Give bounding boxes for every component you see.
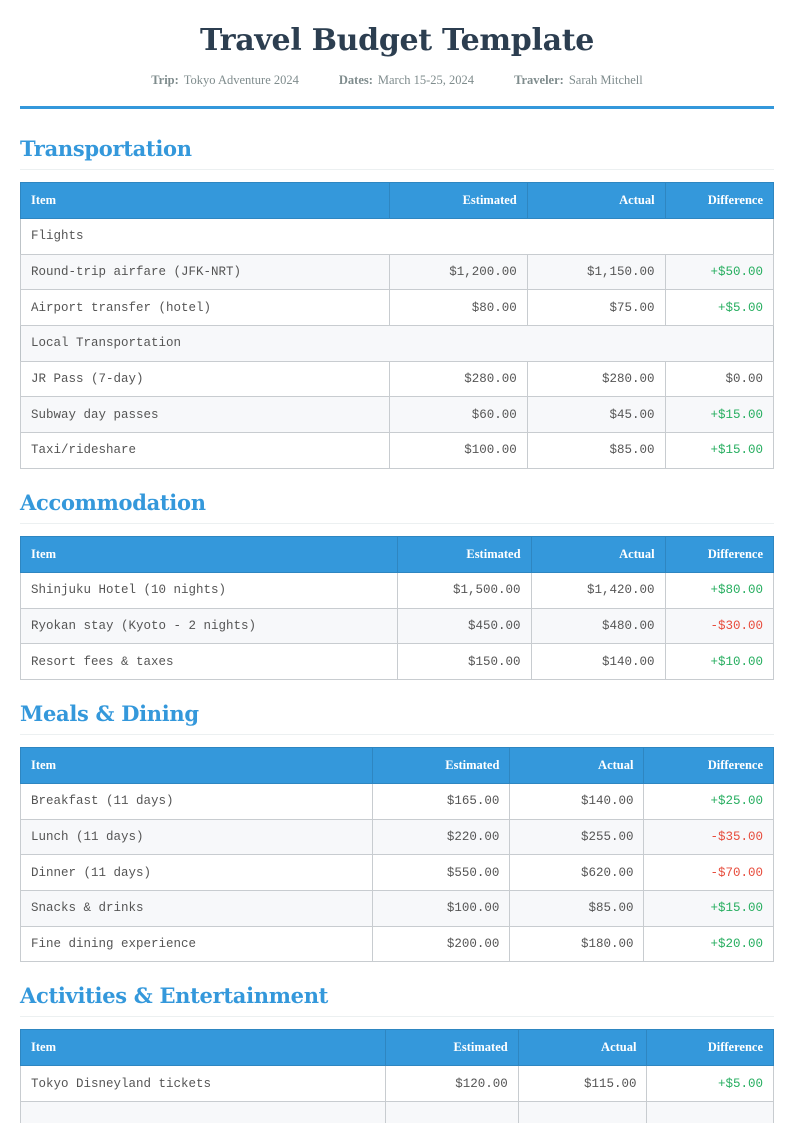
- actual-cell: $620.00: [510, 855, 644, 891]
- item-cell: Taxi/rideshare: [21, 433, 390, 469]
- difference-cell: +$20.00: [644, 926, 774, 962]
- budget-table: [20, 536, 774, 680]
- item-cell: Lunch (11 days): [21, 819, 373, 855]
- item-cell: [21, 1102, 386, 1123]
- section-title: Meals & Dining: [20, 700, 774, 735]
- meta-value: Sarah Mitchell: [568, 73, 643, 87]
- column-header-estimated: Estimated: [372, 747, 510, 783]
- item-cell: JR Pass (7-day): [21, 361, 390, 397]
- column-header-difference: Difference: [665, 536, 773, 572]
- category-row: [21, 219, 774, 255]
- item-cell: Fine dining experience: [21, 926, 373, 962]
- table-header-row: [21, 747, 774, 783]
- table-row: [21, 855, 774, 891]
- estimated-cell: $280.00: [389, 361, 527, 397]
- actual-cell: $115.00: [518, 1066, 647, 1102]
- estimated-cell: $80.00: [389, 290, 527, 326]
- difference-cell: -$70.00: [644, 855, 774, 891]
- actual-cell: $480.00: [531, 608, 665, 644]
- meta-traveler: [514, 73, 643, 88]
- section-meals-dining: [20, 700, 774, 962]
- estimated-cell: $450.00: [397, 608, 531, 644]
- table-row: [21, 1066, 774, 1102]
- table-row: [21, 397, 774, 433]
- estimated-cell: [386, 1102, 519, 1123]
- column-header-estimated: Estimated: [397, 536, 531, 572]
- table-row: [21, 572, 774, 608]
- budget-sections: [20, 135, 774, 1123]
- page-title: Travel Budget Template: [199, 23, 595, 58]
- table-row: [21, 783, 774, 819]
- item-cell: Ryokan stay (Kyoto - 2 nights): [21, 608, 398, 644]
- estimated-cell: $200.00: [372, 926, 510, 962]
- item-cell: Airport transfer (hotel): [21, 290, 390, 326]
- column-header-difference: Difference: [665, 183, 773, 219]
- estimated-cell: $120.00: [386, 1066, 519, 1102]
- category-label: Flights: [21, 219, 390, 255]
- actual-cell: $85.00: [510, 890, 644, 926]
- column-header-item: Item: [21, 747, 373, 783]
- table-header-row: [21, 183, 774, 219]
- column-header-item: Item: [21, 183, 390, 219]
- actual-cell: $1,420.00: [531, 572, 665, 608]
- document-header: [20, 0, 774, 109]
- estimated-cell: $100.00: [372, 890, 510, 926]
- estimated-cell: $220.00: [372, 819, 510, 855]
- column-header-actual: Actual: [531, 536, 665, 572]
- actual-cell: $140.00: [510, 783, 644, 819]
- table-row: [21, 1102, 774, 1123]
- actual-cell: $45.00: [527, 397, 665, 433]
- section-title: Transportation: [20, 135, 774, 170]
- table-row: [21, 361, 774, 397]
- table-row: [21, 926, 774, 962]
- meta-label: Traveler:: [514, 73, 564, 87]
- item-cell: Round-trip airfare (JFK-NRT): [21, 254, 390, 290]
- table-row: [21, 254, 774, 290]
- category-row: [21, 326, 774, 362]
- estimated-cell: $165.00: [372, 783, 510, 819]
- table-row: [21, 290, 774, 326]
- table-header-row: [21, 1030, 774, 1066]
- actual-cell: $1,150.00: [527, 254, 665, 290]
- column-header-difference: Difference: [647, 1030, 774, 1066]
- estimated-cell: $1,500.00: [397, 572, 531, 608]
- item-cell: Tokyo Disneyland tickets: [21, 1066, 386, 1102]
- item-cell: Resort fees & taxes: [21, 644, 398, 680]
- section-title: Accommodation: [20, 489, 774, 524]
- item-cell: Shinjuku Hotel (10 nights): [21, 572, 398, 608]
- meta-trip: [151, 73, 299, 88]
- table-header-row: [21, 536, 774, 572]
- estimated-cell: $150.00: [397, 644, 531, 680]
- column-header-actual: Actual: [510, 747, 644, 783]
- difference-cell: +$50.00: [665, 254, 773, 290]
- table-row: [21, 608, 774, 644]
- difference-cell: +$5.00: [665, 290, 773, 326]
- item-cell: Snacks & drinks: [21, 890, 373, 926]
- estimated-cell: $100.00: [389, 433, 527, 469]
- column-header-item: Item: [21, 1030, 386, 1066]
- estimated-cell: $60.00: [389, 397, 527, 433]
- section-title: Activities & Entertainment: [20, 982, 774, 1017]
- table-row: [21, 433, 774, 469]
- table-row: [21, 819, 774, 855]
- item-cell: Breakfast (11 days): [21, 783, 373, 819]
- meta-label: Dates:: [338, 73, 373, 87]
- trip-meta: [20, 73, 774, 88]
- meta-dates: [339, 73, 474, 88]
- estimated-cell: $1,200.00: [389, 254, 527, 290]
- budget-table: [20, 1029, 774, 1123]
- table-row: [21, 644, 774, 680]
- budget-table: [20, 182, 774, 469]
- meta-label: Trip:: [151, 73, 179, 87]
- difference-cell: +$15.00: [644, 890, 774, 926]
- section-transportation: [20, 135, 774, 469]
- difference-cell: +$15.00: [665, 397, 773, 433]
- difference-cell: [647, 1102, 774, 1123]
- column-header-difference: Difference: [644, 747, 774, 783]
- actual-cell: [518, 1102, 647, 1123]
- actual-cell: $75.00: [527, 290, 665, 326]
- budget-table: [20, 747, 774, 962]
- item-cell: Subway day passes: [21, 397, 390, 433]
- actual-cell: $85.00: [527, 433, 665, 469]
- column-header-item: Item: [21, 536, 398, 572]
- section-activities-entertainment: [20, 982, 774, 1123]
- difference-cell: +$25.00: [644, 783, 774, 819]
- section-accommodation: [20, 489, 774, 680]
- actual-cell: $180.00: [510, 926, 644, 962]
- column-header-estimated: Estimated: [386, 1030, 519, 1066]
- category-label: Local Transportation: [21, 326, 390, 362]
- actual-cell: $280.00: [527, 361, 665, 397]
- difference-cell: -$35.00: [644, 819, 774, 855]
- difference-cell: +$10.00: [665, 644, 773, 680]
- column-header-actual: Actual: [527, 183, 665, 219]
- column-header-actual: Actual: [518, 1030, 647, 1066]
- actual-cell: $140.00: [531, 644, 665, 680]
- difference-cell: +$15.00: [665, 433, 773, 469]
- difference-cell: -$30.00: [665, 608, 773, 644]
- table-row: [21, 890, 774, 926]
- difference-cell: $0.00: [665, 361, 773, 397]
- difference-cell: +$5.00: [647, 1066, 774, 1102]
- meta-value: Tokyo Adventure 2024: [183, 73, 299, 87]
- item-cell: Dinner (11 days): [21, 855, 373, 891]
- actual-cell: $255.00: [510, 819, 644, 855]
- estimated-cell: $550.00: [372, 855, 510, 891]
- column-header-estimated: Estimated: [389, 183, 527, 219]
- meta-value: March 15-25, 2024: [377, 73, 475, 87]
- difference-cell: +$80.00: [665, 572, 773, 608]
